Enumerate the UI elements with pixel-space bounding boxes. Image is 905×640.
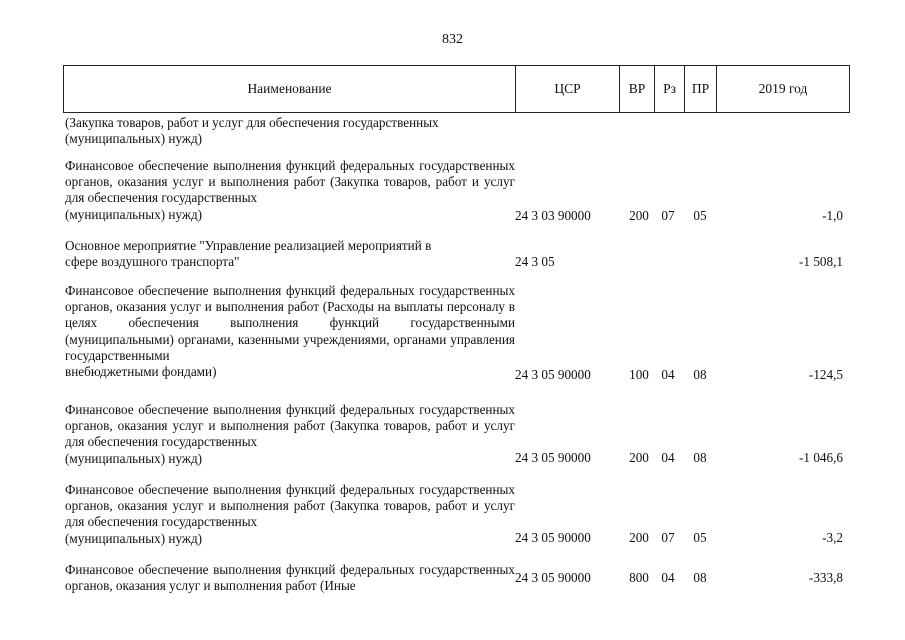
row-name: (Закупка товаров, работ и услуг для обеспечения государственных (муниципальных) нужд) bbox=[65, 115, 439, 147]
header-rz: Рз bbox=[655, 66, 685, 113]
row-pr: 08 bbox=[693, 570, 707, 585]
row-csr: 24 3 05 90000 bbox=[515, 450, 591, 465]
table-row bbox=[63, 480, 849, 560]
row-vr: 800 bbox=[629, 570, 649, 585]
row-value: -3,2 bbox=[822, 530, 843, 545]
header-pr: ПР bbox=[685, 66, 717, 113]
row-value: -333,8 bbox=[808, 570, 843, 585]
row-value: -1 046,6 bbox=[799, 450, 843, 465]
page-number: 832 bbox=[442, 32, 463, 47]
header-vr: ВР bbox=[620, 66, 655, 113]
row-value: -1 508,1 bbox=[799, 254, 843, 269]
row-pr: 08 bbox=[693, 367, 707, 382]
row-csr: 24 3 05 90000 bbox=[515, 530, 591, 545]
header-name: Наименование bbox=[64, 66, 516, 113]
header-year: 2019 год bbox=[717, 66, 850, 113]
row-csr: 24 3 03 90000 bbox=[515, 208, 591, 223]
row-name: Финансовое обеспечение выполнения функций федеральных государственных органов, оказания услуг и выполнения работ (Закупка товаров, работ и услуг для обеспечения государственных (муниципальных) нужд) bbox=[65, 158, 515, 222]
row-name: Финансовое обеспечение выполнения функций федеральных государственных органов, оказания услуг и выполнения работ (Иные bbox=[65, 562, 515, 594]
table-row bbox=[63, 156, 849, 236]
row-pr: 08 bbox=[693, 450, 707, 465]
row-name: Финансовое обеспечение выполнения функций федеральных государственных органов, оказания услуг и выполнения работ (Закупка товаров, работ и услуг для обеспечения государственных (муниципальных) нужд) bbox=[65, 482, 515, 546]
row-name: Финансовое обеспечение выполнения функций федеральных государственных органов, оказания услуг и выполнения работ (Расходы на выплаты персоналу в целях обеспечения выполнения функций государственными (муниципальными) органами, казенными учреждениями, органами управления государственными внебюджетными фондами) bbox=[65, 283, 515, 380]
table-row bbox=[63, 236, 849, 281]
row-rz: 07 bbox=[661, 208, 675, 223]
row-csr: 24 3 05 90000 bbox=[515, 570, 591, 585]
table-row bbox=[63, 560, 849, 600]
row-csr: 24 3 05 bbox=[515, 254, 555, 269]
row-pr: 05 bbox=[693, 530, 707, 545]
row-csr: 24 3 05 90000 bbox=[515, 367, 591, 382]
row-vr: 200 bbox=[629, 450, 649, 465]
table-body bbox=[63, 113, 849, 600]
row-name: Основное мероприятие "Управление реализацией мероприятий в сфере воздушного транспорта" bbox=[65, 238, 432, 270]
row-value: -124,5 bbox=[808, 367, 843, 382]
table-row bbox=[63, 400, 849, 480]
row-rz: 04 bbox=[661, 367, 675, 382]
row-rz: 04 bbox=[661, 570, 675, 585]
row-vr: 200 bbox=[629, 208, 649, 223]
table-header bbox=[63, 65, 850, 113]
row-vr: 200 bbox=[629, 530, 649, 545]
table-row bbox=[63, 281, 849, 400]
row-rz: 07 bbox=[661, 530, 675, 545]
row-value: -1,0 bbox=[822, 208, 843, 223]
row-rz: 04 bbox=[661, 450, 675, 465]
row-name: Финансовое обеспечение выполнения функций федеральных государственных органов, оказания услуг и выполнения работ (Закупка товаров, работ и услуг для обеспечения государственных (муниципальных) нужд) bbox=[65, 402, 515, 466]
header-csr: ЦСР bbox=[516, 66, 620, 113]
row-pr: 05 bbox=[693, 208, 707, 223]
row-vr: 100 bbox=[629, 367, 649, 382]
table-row bbox=[63, 113, 849, 156]
